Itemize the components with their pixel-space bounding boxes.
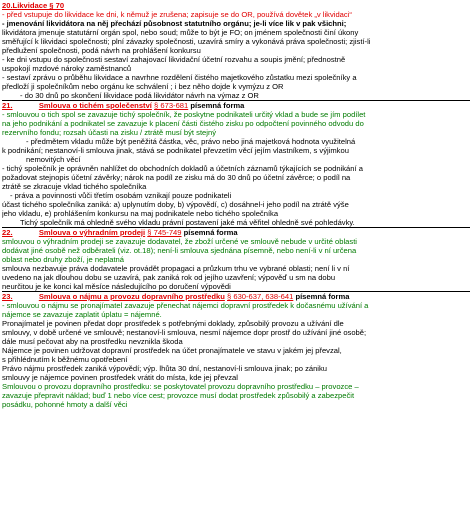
section-20-line-5: předlužení společnosti, podá návrh na prohlášení konkursu — [2, 46, 201, 55]
section-21-line-5: k podnikání; nestanoví-li smlouva jinak, stává se podnikatel převzetím věcí jejím vlastníkem, s výjimkou — [2, 146, 349, 155]
section-23-number: 23. — [2, 292, 13, 301]
section-20-heading — [2, 1, 470, 10]
section-21-line-9: ztrátě se zkracuje vklad tichého společníka — [2, 182, 147, 191]
section-23-line-5: dále musí pečovat aby na prostředku nevznikla škoda — [2, 337, 183, 346]
section-20-title: 20.Likvidace § 70 — [2, 1, 65, 10]
section-21-line-7: - tichý společník je oprávněn nahlížet do obchodních dokladů a účetních záznamů týkajících se podnikání a — [2, 164, 363, 173]
section-21-heading — [2, 100, 470, 110]
section-23-line-3: Pronajímatel je povinen předat dopr prostředek s potřebnými doklady, způsobilý provozu a užívání dle — [2, 319, 344, 328]
section-22-number: 22. — [2, 228, 13, 237]
section-23-line-6: Nájemce je povinen udržovat dopravní prostředek na účet pronajímatele ve stavu v jakém jej převzal, — [2, 346, 342, 355]
section-20-line-10: - do 30 dnů po skončení likvidace podá likvidátor návrh na výmaz z OR — [20, 91, 259, 100]
section-20-line-3: likvidátora jmenuje statutární orgán spol, nebo soud; může to být je FO; on jménem společnosti činí úkony — [2, 28, 359, 37]
section-22-title: Smlouva o výhradním prodeji — [38, 228, 146, 237]
section-21-number: 21. — [2, 101, 13, 110]
document-page — [2, 1, 470, 409]
section-23-form: písemná forma — [295, 292, 350, 301]
section-23-line-9: smlouvy je nájemce povinen prostředek vrátit do místa, kde jej převzal — [2, 373, 238, 382]
section-23-line-4: smlouvy, v době určené ve smlouvě; nestanoví-li smlouva, nesmí nájemce dopr prostř do užívání jiné osobě; — [2, 328, 367, 337]
section-22-heading — [2, 227, 470, 237]
section-21-line-2: na jeho podnikání a podnikatel se zavazuje k placení části čistého zisku po odpočtení povinného odvodu do — [2, 119, 364, 128]
section-21-line-13: Tichý společník má ohledně svého vkladu právní postavení jaké má věřitel ohledně své pohledávky. — [20, 218, 355, 227]
section-23-line-8: Právo nájmu prostředek zaniká výpovědí; výp. lhůta 30 dní, nestanoví-li smlouva jinak; po zániku — [2, 364, 328, 373]
section-22-line-2: dodávat jiné osobě než odběrateli (viz. ot.18); není-li smlouva sjednána písemně, nebo není-li v ní určena — [2, 246, 357, 255]
section-22-ref: § 745-749 — [147, 228, 182, 237]
section-21-title: Smlouva o tichém společenství — [38, 101, 152, 110]
section-23-ref: § 630-637, 638-641 — [227, 292, 294, 301]
section-21-line-11: účast tichého společníka zaniká: a) uplynutím doby, b) výpovědí, c) dosáhnel-i jeho podíl na ztrátě výše — [2, 200, 349, 209]
section-21-line-1: - smlouvou o tich spol se zavazuje tichý společník, že poskytne podnikateli určitý vklad a bude se jím podílet — [2, 110, 366, 119]
section-21-line-3: rezervního fondu; rozsah účasti na zisku / ztrátě musí být stejný — [2, 128, 216, 137]
section-20-line-9: předloží ji společníkům nebo orgánu ke schválení ; i bez něho dojde k vymýzu z OR — [2, 82, 284, 91]
section-21-line-6: nemovitých věcí — [26, 155, 81, 164]
section-22-line-5: uvedeno na jak dlouhou dobu se uzavírá, pak zaniká rok od jejího uzavření; výpověď u sm na dobu — [2, 273, 336, 282]
section-20-line-6: - ke dni vstupu do společnosti sestaví zahajovací likvidační účetní rozvahu a soupis jmění; přednostně — [2, 55, 346, 64]
section-23-line-11: zavazuje přepravit náklad; buď 1 nebo více cest; provozce musí dodat prostředek způsobilý a zabezpečit — [2, 391, 355, 400]
section-22-line-3: oblast nebo druhy zboží, je neplatná — [2, 255, 125, 264]
section-23-line-12: posádku, pohonné hmoty a další věci — [2, 400, 128, 409]
section-22-line-6: neurčitou je ke konci kal měsíce následujícího po doručení výpovědi — [2, 282, 231, 291]
section-23-heading — [2, 291, 470, 301]
section-21-ref: § 673-681 — [154, 101, 189, 110]
section-23-title: Smlouva o nájmu a provozu dopravního prostředku — [38, 292, 225, 301]
section-20-line-4: směřující k likvidaci společnosti; plní závazky společnosti, uzavírá smíry a vykonává práva společnosti; zjistí-li — [2, 37, 371, 46]
section-22-line-1: smlouvou o výhradním prodeji se zavazuje dodavatel, že zboží určené ve smlouvě nebude v určité oblasti — [2, 237, 357, 246]
section-23-line-7: s přihlédnutím k běžnému opotřebení — [2, 355, 128, 364]
section-21-line-12: jeho vkladu, e) prohlášením konkursu na maj podnikatele nebo tichého společníka — [2, 209, 279, 218]
section-20-line-2: - jmenování likvidátora na něj přechází působnost statutního orgánu; je-li více lik v pak všichni; — [2, 19, 347, 28]
section-23-line-1: - smlouvou o nájmu se pronajímatel zavazuje přenechat nájemci dopravní prostředek k dočasnému užívání a — [2, 301, 369, 310]
section-22-line-4: smlouva nezbavuje práva dodavatele provádět propagaci a průzkum trhu ve vybrané oblasti; není li v ní — [2, 264, 350, 273]
section-21-line-10: - práva a povinnosti vůči třetím osobám vznikají pouze podnikateli — [10, 191, 232, 200]
section-23-line-10: Smlouvou o provozu dopravního prostředku: se poskytovatel provozu dopravního prostředku – provozce – — [2, 382, 359, 391]
section-20-line-7: uspokojí mzdové nároky zaměstnanců — [2, 64, 132, 73]
section-23-line-2: nájemce se zavazuje zaplatit úplatu = nájemné. — [2, 310, 162, 319]
section-20-line-8: - sestaví zprávu o průběhu likvidace a navrhne rozdělení čistého majetkového zůstatku mezi společníky a — [2, 73, 357, 82]
section-21-line-8: požadovat stejnopis účetní závěrky; nárok na podíl ze zisku má do 30 dnů po účetní závěrce; o podíl na — [2, 173, 351, 182]
section-21-form: písemná forma — [190, 101, 245, 110]
section-21-line-4: - předmětem vkladu může být peněžitá částka, věc, právo nebo jiná majetková hodnota využitelná — [26, 137, 356, 146]
section-22-form: písemná forma — [183, 228, 238, 237]
section-20-line-1: - před vstupuje do likvidace ke dni, k němuž je zrušena; zapisuje se do OR, používá dovětek „v likvidaci“ — [2, 10, 352, 19]
